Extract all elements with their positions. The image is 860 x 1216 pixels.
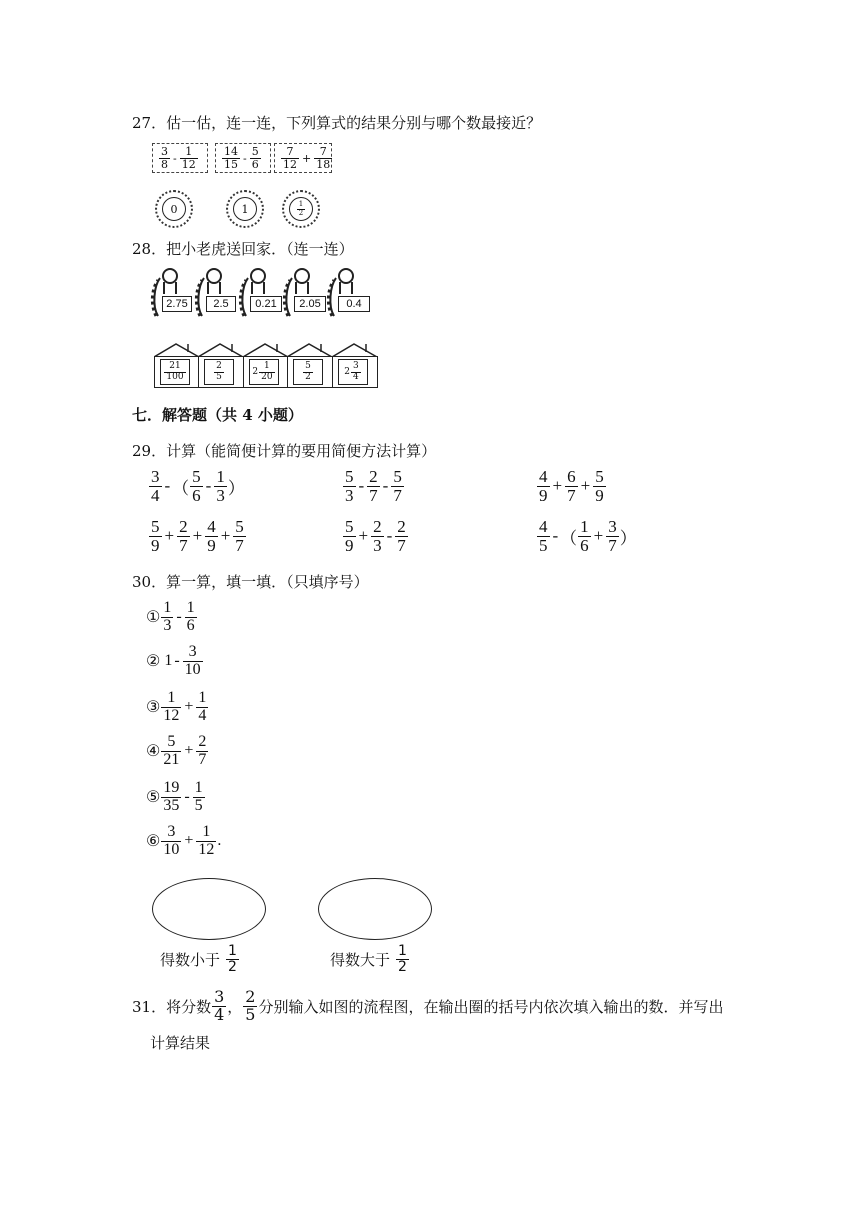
ellipse-less-than-half[interactable] [152, 878, 266, 940]
q29-expr-2: $\frac{5}{3}$ - $\frac{2}{7}$ - $\frac{5}{7}$ [345, 467, 402, 505]
tiger-tag-1: 2.75 [162, 296, 192, 312]
tiger-row [150, 266, 370, 322]
q29-expr-6: $\frac{4}{5}$ - （ $\frac{1}{6}$ + $\frac{3}{7}$ ） [539, 517, 637, 555]
q27-card-2: $\frac{14}{15}$ - $\frac{5}{6}$ [215, 143, 271, 173]
q31-line2: 计算结果 [150, 1034, 211, 1052]
q27-card-3: $\frac{7}{12}$ + $\frac{7}{18}$ [274, 143, 332, 173]
tiger-tag-2: 2.5 [206, 296, 236, 312]
section-heading: 七．解答题（共 4 小题） [132, 406, 303, 424]
caption-less-than-half: 得数小于 $\frac{1}{2}$ [160, 943, 237, 975]
caption-more-than-half: 得数大于 $\frac{1}{2}$ [330, 943, 407, 975]
ellipse-more-than-half[interactable] [318, 878, 432, 940]
q29-text: 29．计算（能简便计算的要用简便方法计算） [132, 442, 437, 460]
q27-coin-1: 1 [226, 190, 264, 228]
tiger-drawings [150, 266, 370, 322]
q30-item-6: ⑥ $\frac{3}{10}$ + $\frac{1}{12}$ . [146, 823, 222, 858]
q30-text: 30．算一算，填一填．（只填序号） [132, 573, 369, 591]
q30-item-1: ① $\frac{1}{3}$ - $\frac{1}{6}$ [146, 599, 195, 634]
q31-text: 31．将分数 $\frac{3}{4}$ ， $\frac{2}{5}$ 分别输入如图的流程图，在输出圈的括号内依次填入输出的数．并写出 [132, 987, 724, 1024]
q29-expr-5: $\frac{5}{9}$ + $\frac{2}{3}$ - $\frac{2}{7}$ [345, 517, 406, 555]
tiger-tag-3: 0.21 [250, 296, 282, 312]
tiger-tag-4: 2.05 [294, 296, 326, 312]
house-row: $\frac{21}{100}$ $\frac{2}{5}$ 2 $\frac{1}{20}$ $\frac{5}{2}$ 2 $\frac{3}{4}$ [154, 342, 384, 392]
q29-expr-4: $\frac{5}{9}$ + $\frac{2}{7}$ + $\frac{4}{9}$ + $\frac{5}{7}$ [151, 517, 244, 555]
q27-text: 27．估一估，连一连，下列算式的结果分别与哪个数最接近？ [132, 114, 542, 132]
q28-text: 28．把小老虎送回家．（连一连） [132, 240, 354, 258]
q27-coin-half: $\frac{1}{2}$ [282, 190, 320, 228]
q30-item-2: ② 1 - $\frac{3}{10}$ [146, 643, 201, 678]
q30-item-3: ③ $\frac{1}{12}$ + $\frac{1}{4}$ [146, 689, 207, 724]
q29-expr-1: $\frac{3}{4}$ - （ $\frac{5}{6}$ - $\frac{1}{3}$ ） [151, 467, 245, 505]
q30-item-4: ④ $\frac{5}{21}$ + $\frac{2}{7}$ [146, 733, 207, 768]
q30-item-5: ⑤ $\frac{19}{35}$ - $\frac{1}{5}$ [146, 779, 203, 814]
q27-card-1: $\frac{3}{8}$ - $\frac{1}{12}$ [152, 143, 208, 173]
q29-expr-3: $\frac{4}{9}$ + $\frac{6}{7}$ + $\frac{5}{9}$ [539, 467, 604, 505]
q27-coin-0: 0 [155, 190, 193, 228]
tiger-tag-5: 0.4 [338, 296, 370, 312]
